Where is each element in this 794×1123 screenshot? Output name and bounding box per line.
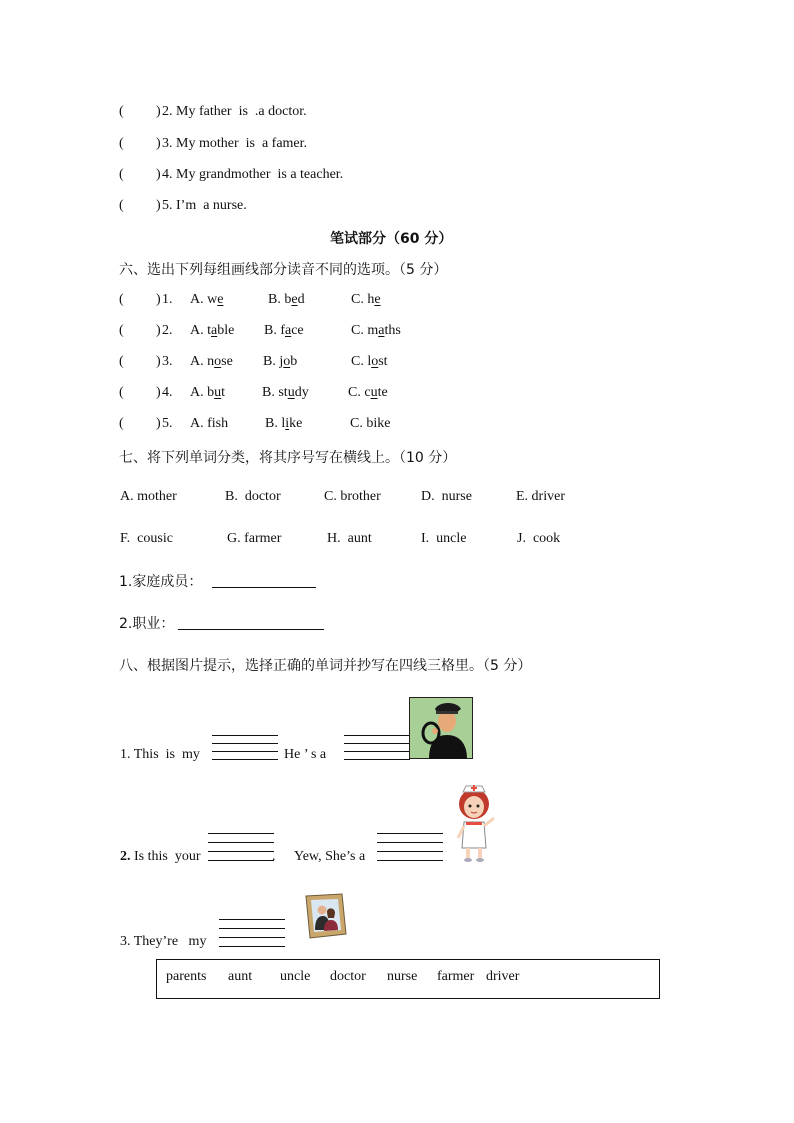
section8-heading: 八、根据图片提示，选择正确的单词并抄写在四线三格里。（5 分） [119,658,532,674]
word-item: E. driver [516,489,565,504]
family-label: 1.家庭成员： [119,574,203,590]
word-bank-item: driver [486,969,520,984]
parents-photo-picture [302,892,348,940]
word-bank-item: uncle [280,969,311,984]
q2-mid: Yew, She’s a [294,849,366,864]
word-item: J. cook [517,531,561,546]
option-b[interactable]: B. bed [268,292,305,307]
option-a[interactable]: A. table [190,323,235,338]
q2-four-line-box-1[interactable] [208,833,274,857]
option-b[interactable]: B. like [265,416,303,431]
q1-four-line-box-1[interactable] [212,735,278,759]
option-a[interactable]: A. we [190,292,224,307]
option-c[interactable]: C. cute [348,385,388,400]
q1-mid: He ’ s a [284,747,327,762]
section6-heading: 六、选出下列每组画线部分读音不同的选项。（5 分） [119,262,448,278]
option-b[interactable]: B. study [262,385,309,400]
driver-picture [409,697,473,759]
job-label: 2.职业： [119,616,175,632]
q2-prefix: 2. Is this your [120,849,201,864]
word-bank-item: farmer [437,969,475,984]
job-answer-blank[interactable] [178,629,324,630]
option-a[interactable]: A. fish [190,416,229,431]
word-item: D. nurse [421,489,472,504]
q1-prefix: 1. This is my [120,747,200,762]
q1-four-line-box-2[interactable] [344,735,410,759]
option-b[interactable]: B. face [264,323,304,338]
word-item: C. brother [324,489,381,504]
option-c[interactable]: C. bike [350,416,391,431]
word-item: B. doctor [225,489,281,504]
q3-four-line-box[interactable] [219,919,285,943]
word-bank-item: doctor [330,969,366,984]
word-item: I. uncle [421,531,467,546]
family-answer-blank[interactable] [212,587,316,588]
written-section-title: 笔试部分（60 分） [330,231,453,247]
q3-prefix: 3. They’re my [120,934,207,949]
word-bank-item: parents [166,969,207,984]
option-c[interactable]: C. he [351,292,381,307]
nurse-picture [452,782,498,864]
section7-heading: 七、将下列单词分类，将其序号写在横线上。（10 分） [119,450,457,466]
word-bank-item: aunt [228,969,253,984]
option-b[interactable]: B. job [263,354,298,369]
word-bank-box [156,959,660,999]
option-c[interactable]: C. lost [351,354,388,369]
word-bank-item: nurse [387,969,418,984]
word-item: A. mother [120,489,177,504]
word-item: H. aunt [327,531,372,546]
word-item: F. cousic [120,531,173,546]
option-c[interactable]: C. maths [351,323,401,338]
q2-four-line-box-2[interactable] [377,833,443,857]
option-a[interactable]: A. nose [190,354,233,369]
word-item: G. farmer [227,531,282,546]
option-a[interactable]: A. but [190,385,226,400]
